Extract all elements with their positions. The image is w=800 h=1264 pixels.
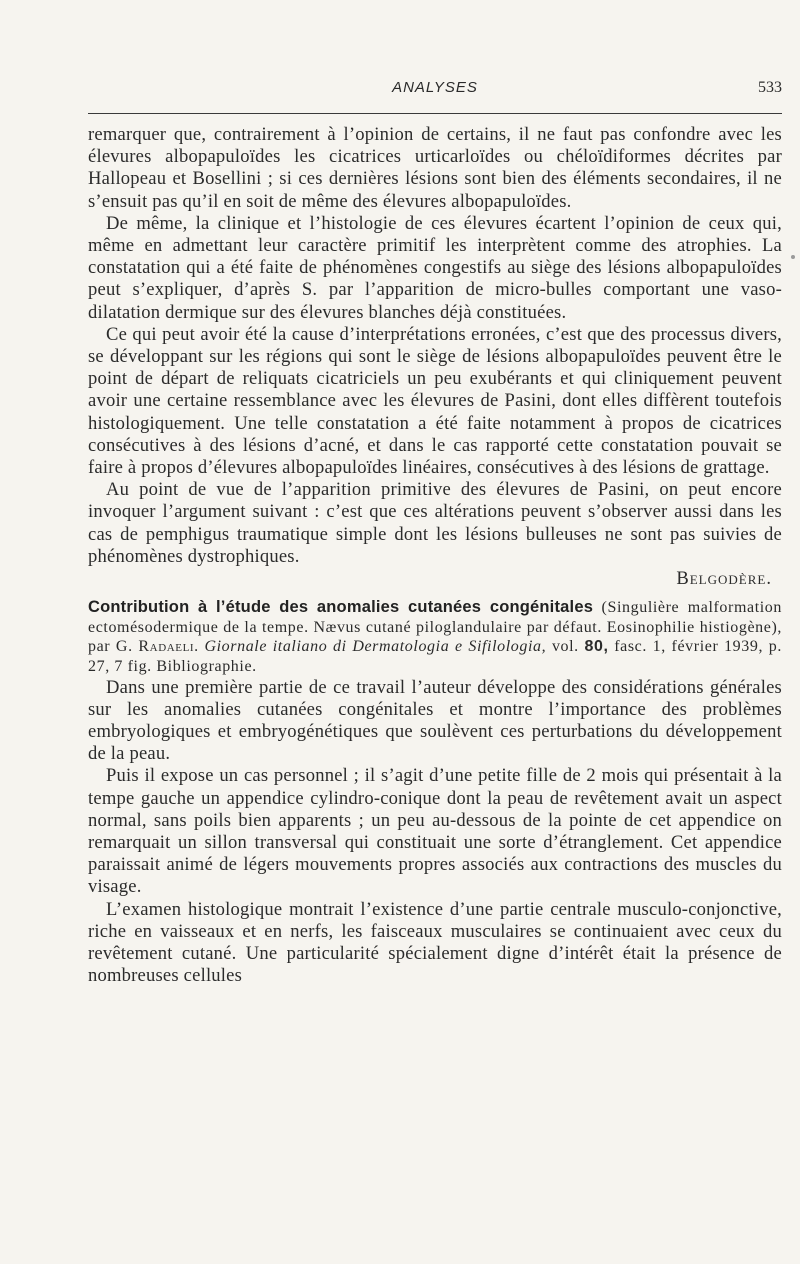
article-title: Contribution à l’étude des anomalies cutanées congénitales [88,598,594,617]
running-title: ANALYSES [392,79,478,96]
page-number: 533 [758,79,782,96]
paragraph: L’examen histologique montrait l’existence d’une partie centrale musculo-conjonctive, riche en vaisseaux et en nerfs, les faisceaux musculaires se continuaient avec ceux du revêtement cutané. Une particularité spécialement digne d’intérêt était la présence de nombreuses cellules [88,898,782,987]
paragraph: Puis il expose un cas personnel ; il s’agit d’une petite fille de 2 mois qui présentait à la tempe gauche un appendice cylindro-conique dont la peau de revêtement avait un aspect normal, sans poils bien apparents ; un peu au-dessous de la pointe de cet appendice on remarquait un sillon transversal qui constituait une sorte d’étranglement. Cet appendice paraissait animé de légers mouvements propres associés aux contractions des muscles du visage. [88,765,782,898]
body-text [88,124,782,987]
citation-details: fasc. 1, février 1939, p. 27, 7 fig. Bibliographie. [88,638,782,676]
volume-number: 80, [584,638,609,656]
author-initial: G. [115,638,133,656]
scan-speck [791,255,795,259]
paragraph: Dans une première partie de ce travail l’auteur développe des considérations générales sur les anomalies cutanées congénitales et montre l’importance des problèmes embryologiques et embryogénétiques que soulèvent ces perturbations du développement de la peau. [88,676,782,765]
paragraph: Au point de vue de l’apparition primitive des élevures de Pasini, on peut encore invoquer l’argument suivant : c’est que ces altérations peuvent s’observer aussi dans les cas de pemphigus traumatique simple dont les lésions bulleuses ne sont pas suivies de phénomènes dystrophiques. [88,479,782,567]
article-author: Radaeli. [138,638,199,656]
paragraph: Ce qui peut avoir été la cause d’interprétations erronées, c’est que des processus divers, se développant sur les régions qui sont le siège de lésions albopapuloïdes peuvent être le point de départ de reliquats cicatriciels un peu exubérants et qui cliniquement peuvent avoir une certaine ressemblance avec les élevures de Pasini, dont elles diffèrent toutefois histologiquement. Une telle constatation a été faite notamment à propos de cicatrices consécutives à des lésions d’acné, et dans le cas rapporté cette constatation pouvait se faire à propos d’élevures albopapuloïdes linéaires, consécutives à des lésions de grattage. [88,323,782,479]
paragraph: remarquer que, contrairement à l’opinion de certains, il ne faut pas confondre avec les élevures albopapuloïdes les cicatrices urticarloïdes ou chéloïdiformes décrites par Hallopeau et Bosellini ; si ces dernières lésions sont bien des éléments secondaires, il ne s’ensuit pas qu’il en soit de même des élevures albopapuloïdes. [88,124,782,212]
journal-name: Giornale italiano di Dermatologia e Sifilologia, [204,638,547,656]
header-rule [88,113,782,114]
running-head [88,79,782,101]
reviewer-signature: Belgodère. [676,568,772,590]
article-subtitle: (Singulière malformation ectomésodermique de la tempe. Nævus cutané piloglandulaire par défaut. Eosinophilie histiogène), par [88,599,782,656]
paragraph: De même, la clinique et l’histologie de ces élevures écartent l’opinion de ceux qui, même en admettant leur caractère primitif les interprètent comme des atrophies. La constatation qui a été faite de phénomènes congestifs au siège des lésions albopapuloïdes peut s’expliquer, d’après S. par l’apparition de micro-bulles comportant une vaso-dilatation dermique sur des élevures blanches déjà constituées. [88,212,782,323]
volume-label: vol. [551,638,579,656]
article-reference [88,598,782,676]
